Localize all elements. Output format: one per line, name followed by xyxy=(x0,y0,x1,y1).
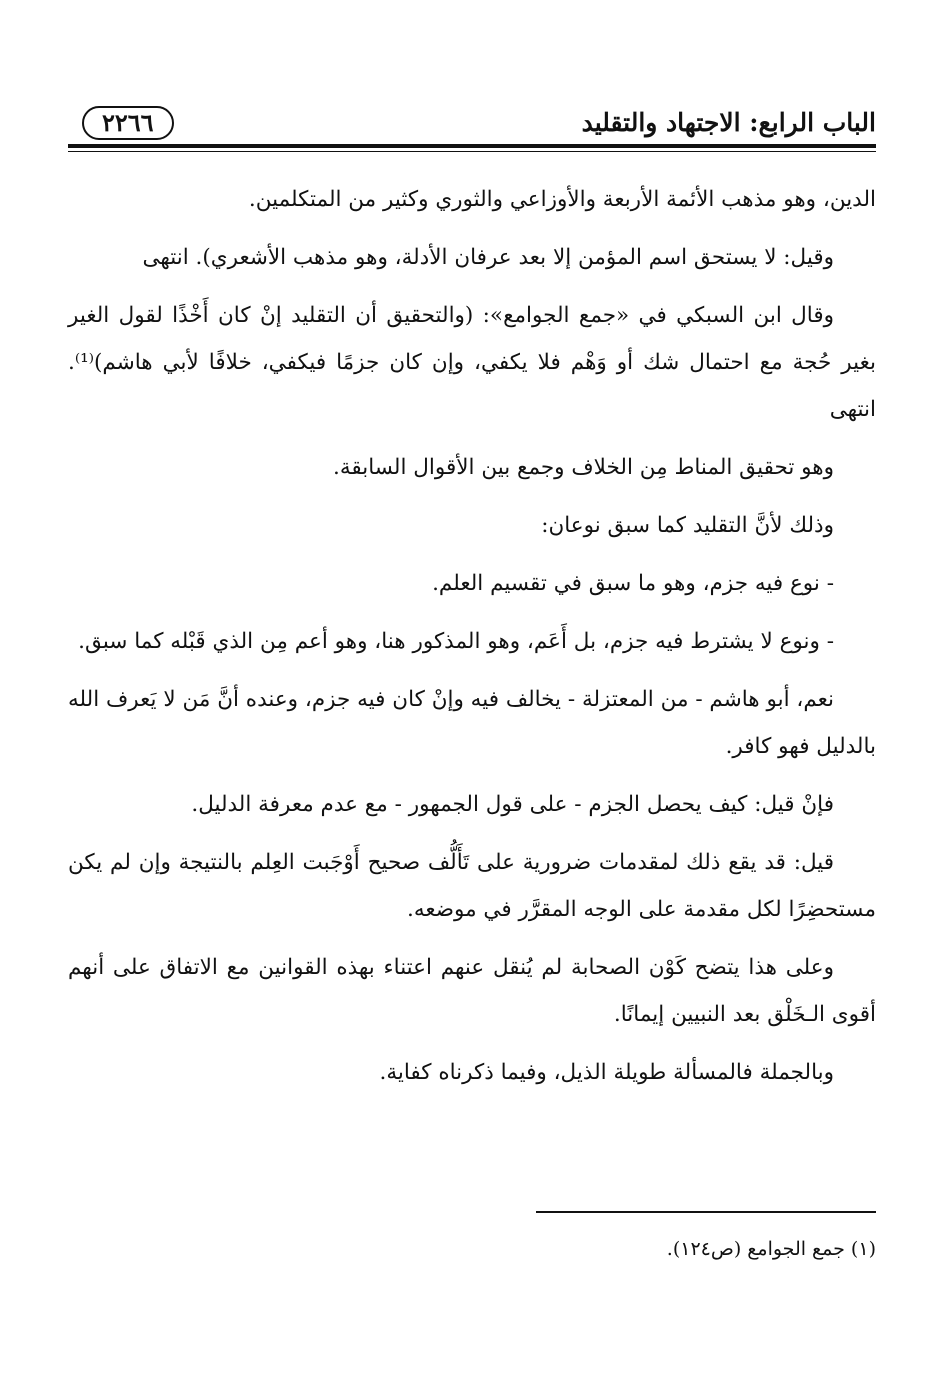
paragraph: نعم، أبو هاشم - من المعتزلة - يخالف فيه وإنْ كان فيه جزم، وعنده أنَّ مَن لا يَعرف الله بالدليل فهو كافر. xyxy=(68,687,876,759)
page-number: ٢٢٦٦ xyxy=(82,106,174,140)
page-header xyxy=(68,104,876,144)
paragraph: وذلك لأنَّ التقليد كما سبق نوعان: xyxy=(541,513,834,538)
paragraph: وعلى هذا يتضح كَوْن الصحابة لم يُنقل عنهم اعتناء بهذه القوانين مع الاتفاق على أنهم أقوى الـخَلْق بعد النبيين إيمانًا. xyxy=(68,955,876,1027)
paragraph: فإنْ قيل: كيف يحصل الجزم - على قول الجمهور - مع عدم معرفة الدليل. xyxy=(191,792,834,817)
main-text xyxy=(68,176,876,1107)
paragraph: وقيل: لا يستحق اسم المؤمن إلا بعد عرفان الأدلة، وهو مذهب الأشعري). انتهى xyxy=(142,245,834,270)
paragraph: وبالجملة فالمسألة طويلة الذيل، وفيما ذكرناه كفاية. xyxy=(379,1060,834,1085)
list-item: - نوع فيه جزم، وهو ما سبق في تقسيم العلم. xyxy=(432,571,834,596)
header-rule-thin xyxy=(68,151,876,152)
footnote: (١) جمع الجوامع (ص١٢٤). xyxy=(666,1238,876,1260)
paragraph: وقال ابن السبكي في «جمع الجوامع»: (والتحقيق أن التقليد إنْ كان أَخْذًا لقول الغير بغير حُجة مع احتمال شك أو وَهْم فلا يكفي، وإن كان جزمًا فيكفي، خلافًا لأبي هاشم)⁽¹⁾. انتهى xyxy=(68,303,876,422)
footnote-separator xyxy=(536,1211,876,1213)
header-rule-thick xyxy=(68,144,876,148)
paragraph: قيل: قد يقع ذلك لمقدمات ضرورية على تَأَلُّف صحيح أَوْجَبت العِلم بالنتيجة وإن لم يكن مستحضِرًا لكل مقدمة على الوجه المقرَّر في موضعه. xyxy=(68,850,876,922)
list-item: - ونوع لا يشترط فيه جزم، بل أَعَم، وهو المذكور هنا، وهو أعم مِن الذي قَبْله كما سبق. xyxy=(78,629,834,654)
paragraph: وهو تحقيق المناط مِن الخلاف وجمع بين الأقوال السابقة. xyxy=(332,455,834,480)
paragraph: الدين، وهو مذهب الأئمة الأربعة والأوزاعي والثوري وكثير من المتكلمين. xyxy=(248,187,876,212)
chapter-title: الباب الرابع: الاجتهاد والتقليد xyxy=(581,108,876,137)
